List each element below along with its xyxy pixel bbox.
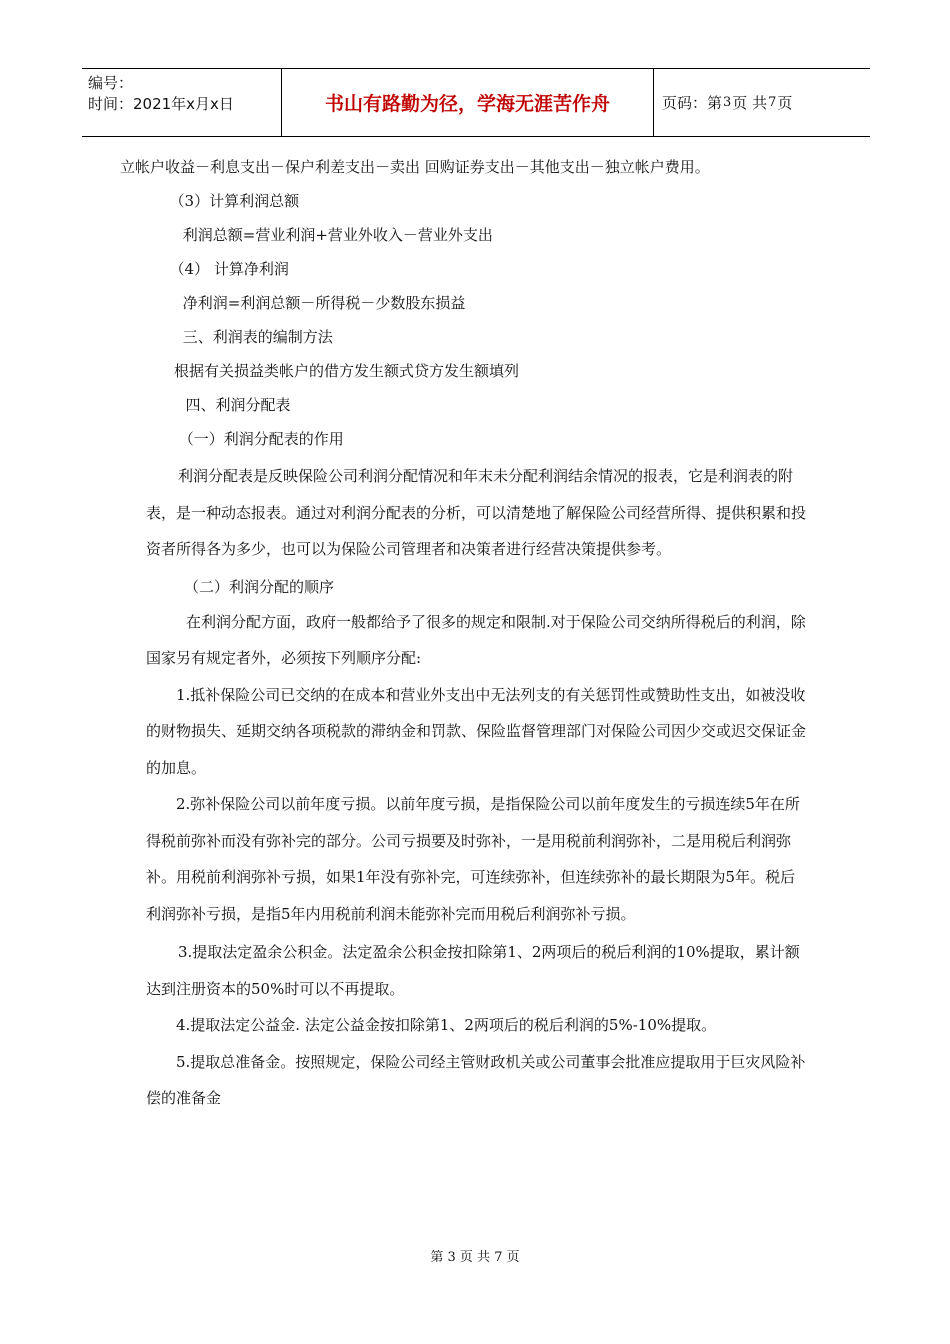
paragraph: 在利润分配方面，政府一般都给予了很多的规定和限制.对于保险公司交纳所得税后的利润，除国家另有规定者外，必须按下列顺序分配: xyxy=(146,612,806,667)
time-label: 时间：2021年x月x日 xyxy=(88,95,234,113)
page-mid: 页 共 xyxy=(732,94,768,112)
text-line: 利润总额=营业利润+营业外收入－营业外支出 xyxy=(178,226,493,244)
list-item: 2.弥补保险公司以前年度亏损。以前年度亏损，是指保险公司以前年度发生的亏损连续5年在所得税前弥补而没有弥补完的部分。公司亏损要及时弥补，一是用税前利润弥补，二是用税后利润弥补。用税前利润弥补亏损，如果1年没有弥补完，可连续弥补，但连续弥补的最长期限为5年。税后利润弥补亏损，是指5年内用税前利润未能弥补完而用税后利润弥补亏损。 xyxy=(146,795,800,923)
page-suffix: 页 xyxy=(777,94,793,112)
subsection-heading: （一）利润分配表的作用 xyxy=(174,430,344,448)
code-label: 编号： xyxy=(88,74,134,92)
text-line: 立帐户收益－利息支出－保户利差支出－卖出 回购证券支出－其他支出－独立帐户费用。 xyxy=(120,158,710,176)
subsection-heading: （二）利润分配的顺序 xyxy=(184,577,335,596)
list-item: 5.提取总准备金。按照规定，保险公司经主管财政机关或公司董事会批准应提取用于巨灾风险补偿的准备金 xyxy=(146,1052,806,1107)
text-line: （3）计算利润总额 xyxy=(160,192,300,210)
header-meta xyxy=(82,69,282,136)
header-page-number xyxy=(654,69,870,136)
page-current: 3 xyxy=(723,95,732,110)
text-line: 根据有关损益类帐户的借方发生额式贷方发生额填列 xyxy=(174,362,520,380)
text-line: 净利润=利润总额－所得税－少数股东损益 xyxy=(178,294,466,312)
list-item: 3.提取法定盈余公积金。法定盈余公积金按扣除第1、2两项后的税后利润的10%提取，累计额达到注册资本的50%时可以不再提取。 xyxy=(146,943,800,998)
list-item: 4.提取法定公益金. 法定公益金按扣除第1、2两项后的税后利润的5%-10%提取。 xyxy=(176,1016,717,1034)
page-footer: 第 3 页 共 7 页 xyxy=(430,1250,520,1265)
document-body xyxy=(120,150,807,1117)
section-heading: 三、利润表的编制方法 xyxy=(178,328,333,346)
section-heading: 四、利润分配表 xyxy=(176,396,291,414)
page-total: 7 xyxy=(768,95,777,110)
page-prefix: 页码：第 xyxy=(662,94,723,112)
header-motto: 书山有路勤为径，学海无涯苦作舟 xyxy=(282,69,654,136)
list-item: 1.抵补保险公司已交纳的在成本和营业外支出中无法列支的有关惩罚性或赞助性支出，如被没收的财物损失、延期交纳各项税款的滞纳金和罚款、保险监督管理部门对保险公司因少交或迟交保证金的加息。 xyxy=(146,685,807,777)
text-line: （4） 计算净利润 xyxy=(160,260,289,278)
paragraph: 利润分配表是反映保险公司利润分配情况和年末未分配利润结余情况的报表，它是利润表的附表，是一种动态报表。通过对利润分配表的分析，可以清楚地了解保险公司经营所得、提供积累和投资者所得各为多少，也可以为保险公司管理者和决策者进行经营决策提供参考。 xyxy=(146,467,807,558)
page-header xyxy=(82,68,870,137)
